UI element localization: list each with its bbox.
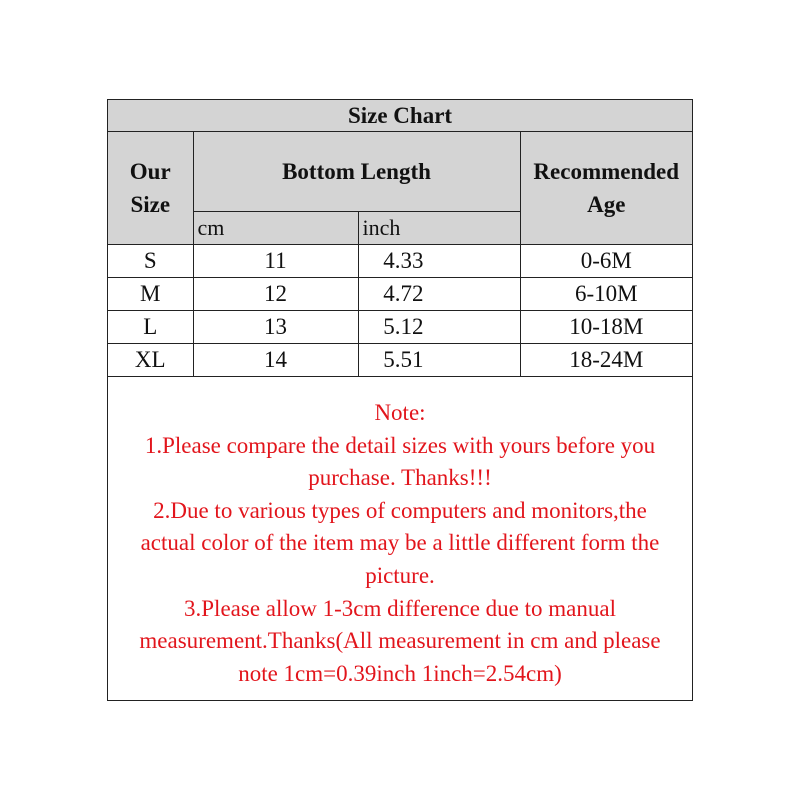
cm-cell: 14 bbox=[193, 344, 358, 377]
inch-cell: 5.51 bbox=[358, 344, 520, 377]
size-cell: XL bbox=[108, 344, 193, 377]
size-cell: M bbox=[108, 278, 193, 311]
note-line: actual color of the item may be a little different form the bbox=[140, 530, 660, 556]
inch-cell: 4.72 bbox=[358, 278, 520, 311]
age-cell: 6-10M bbox=[520, 278, 692, 311]
size-chart bbox=[107, 99, 693, 701]
age-cell: 0-6M bbox=[520, 245, 692, 278]
chart-title: Size Chart bbox=[108, 100, 692, 132]
header-recommended-age bbox=[520, 132, 692, 245]
table-row bbox=[108, 344, 692, 377]
header-age-line2: Age bbox=[587, 192, 626, 217]
note-label: Note: bbox=[374, 400, 426, 425]
header-our-size-line1: Our bbox=[129, 159, 171, 184]
note-line: picture. bbox=[365, 562, 435, 588]
cm-cell: 13 bbox=[193, 311, 358, 344]
size-table bbox=[108, 100, 692, 377]
header-age-line1: Recommended bbox=[533, 159, 680, 184]
inch-cell: 5.12 bbox=[358, 311, 520, 344]
note-line: 3.Please allow 1-3cm difference due to manual bbox=[184, 595, 616, 621]
header-our-size-line2: Size bbox=[130, 192, 171, 217]
notes-section bbox=[108, 397, 692, 690]
size-cell: L bbox=[108, 311, 193, 344]
header-unit-inch: inch bbox=[358, 212, 520, 245]
age-cell: 18-24M bbox=[520, 344, 692, 377]
table-row bbox=[108, 311, 692, 344]
age-cell: 10-18M bbox=[520, 311, 692, 344]
note-line: 2.Due to various types of computers and monitors,the bbox=[153, 497, 647, 523]
note-line: note 1cm=0.39inch 1inch=2.54cm) bbox=[238, 660, 562, 686]
header-unit-cm: cm bbox=[193, 212, 358, 245]
cm-cell: 12 bbox=[193, 278, 358, 311]
inch-cell: 4.33 bbox=[358, 245, 520, 278]
header-our-size bbox=[108, 132, 193, 245]
cm-cell: 11 bbox=[193, 245, 358, 278]
note-line: purchase. Thanks!!! bbox=[308, 465, 492, 491]
note-line: 1.Please compare the detail sizes with yours before you bbox=[144, 432, 656, 458]
table-row bbox=[108, 278, 692, 311]
size-cell: S bbox=[108, 245, 193, 278]
table-row bbox=[108, 245, 692, 278]
header-bottom-length: Bottom Length bbox=[193, 132, 520, 212]
note-line: measurement.Thanks(All measurement in cm and please bbox=[139, 628, 661, 654]
